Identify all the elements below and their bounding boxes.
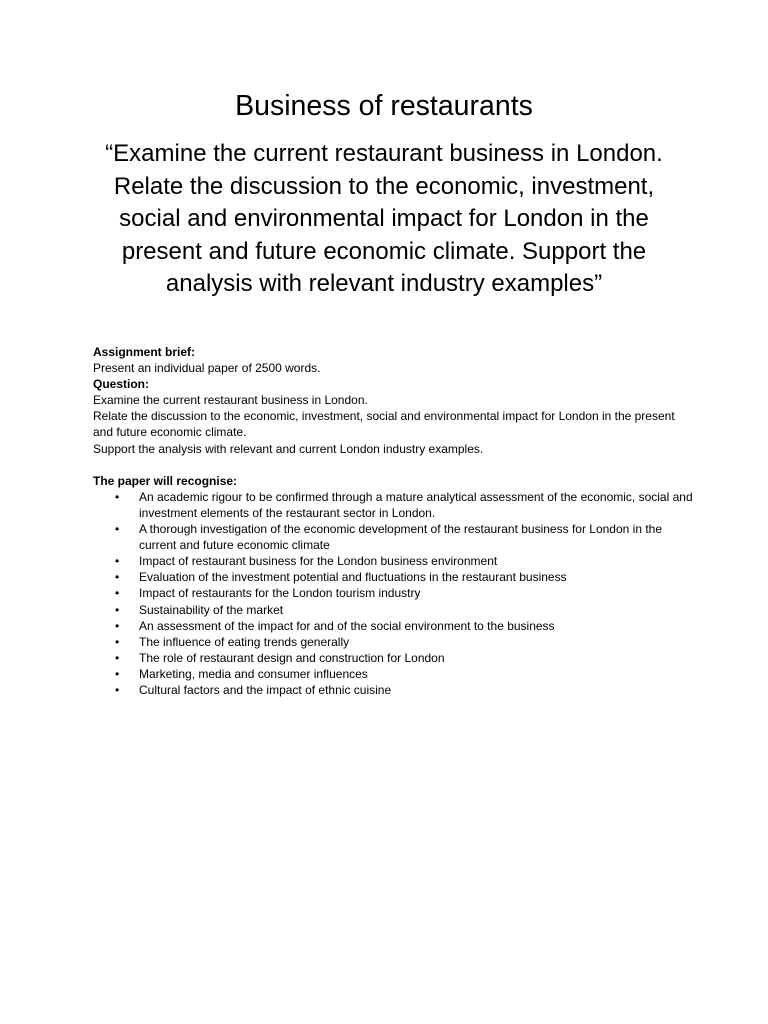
list-item-text: Marketing, media and consumer influences: [139, 666, 368, 681]
bullet-icon: •: [115, 570, 120, 585]
brief-heading: Assignment brief:: [93, 345, 196, 359]
assignment-quote: “Examine the current restaurant business in London. Relate the discussion to the economic, investment, social and environmental impact for London in the present and future economic climate. Support the analysis with relevant industry examples”: [105, 140, 663, 298]
list-item-text: Evaluation of the investment potential and fluctuations in the restaurant business: [139, 570, 567, 585]
assignment-brief-section: [93, 344, 693, 698]
bullet-icon: •: [115, 650, 120, 665]
list-item: [93, 618, 693, 634]
question-line: Relate the discussion to the economic, investment, social and environmental impact for London in the present and future economic climate.: [93, 409, 675, 440]
list-item-text: Sustainability of the market: [139, 602, 284, 617]
list-item-text: An academic rigour to be confirmed through a mature analytical assessment of the economic, social and investment elements of the restaurant sector in London.: [139, 489, 693, 520]
bullet-icon: •: [115, 666, 120, 681]
brief-text: Present an individual paper of 2500 words.: [93, 361, 321, 376]
bullet-icon: •: [115, 586, 120, 601]
list-item: [93, 585, 693, 601]
list-item-text: Cultural factors and the impact of ethnic cuisine: [139, 682, 392, 697]
bullet-icon: •: [115, 634, 120, 649]
bullet-icon: •: [115, 489, 120, 504]
spacer: [93, 457, 693, 473]
list-item: [93, 569, 693, 585]
list-item-text: The role of restaurant design and construction for London: [139, 650, 445, 665]
list-item: [93, 650, 693, 666]
list-item: [93, 602, 693, 618]
question-line: Examine the current restaurant business in London.: [93, 393, 368, 408]
list-item: [93, 489, 693, 521]
list-item: [93, 634, 693, 650]
list-item: [93, 682, 693, 698]
question-line: Support the analysis with relevant and current London industry examples.: [93, 441, 484, 456]
list-item-text: Impact of restaurant business for the London business environment: [139, 554, 498, 569]
bullet-icon: •: [115, 682, 120, 697]
list-item: [93, 521, 693, 553]
recognise-heading: The paper will recognise:: [93, 473, 238, 488]
list-item: [93, 666, 693, 682]
list-item-text: The influence of eating trends generally: [139, 634, 350, 649]
bullet-icon: •: [115, 522, 120, 537]
list-item-text: A thorough investigation of the economic development of the restaurant business for London in the current and future economic climate: [139, 522, 663, 553]
document-title: Business of restaurants: [235, 90, 533, 122]
bullet-icon: •: [115, 618, 120, 633]
question-heading: Question:: [93, 377, 149, 392]
list-item-text: Impact of restaurants for the London tourism industry: [139, 586, 421, 601]
bullet-icon: •: [115, 602, 120, 617]
recognise-list: [93, 489, 693, 698]
bullet-icon: •: [115, 554, 120, 569]
list-item: [93, 553, 693, 569]
list-item-text: An assessment of the impact for and of the social environment to the business: [139, 618, 555, 633]
